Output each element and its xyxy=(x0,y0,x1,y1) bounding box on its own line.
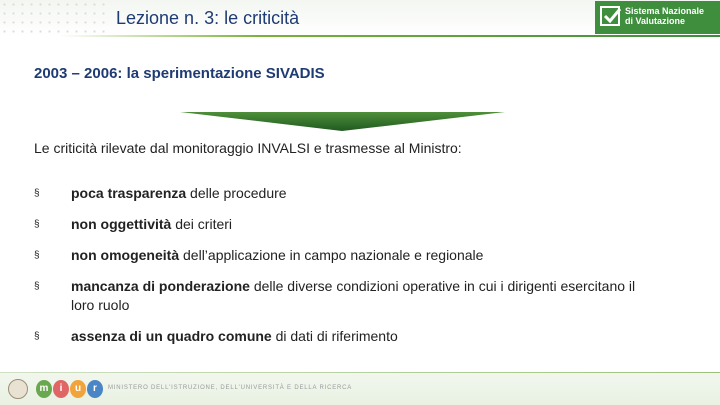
bullet-text xyxy=(71,327,661,346)
snv-logo xyxy=(595,1,720,34)
bullet-rest: di dati di riferimento xyxy=(271,328,398,344)
logo-text xyxy=(625,6,704,26)
checkmark-icon xyxy=(600,6,620,26)
intro-text: Le criticità rilevate dal monitoraggio INVALSI e trasmesse al Ministro: xyxy=(34,140,462,156)
header-divider xyxy=(60,35,720,37)
miur-letter: i xyxy=(53,380,69,398)
bullet-icon: § xyxy=(34,188,40,199)
ministry-name: MINISTERO DELL'ISTRUZIONE, DELL'UNIVERSITÀ E DELLA RICERCA xyxy=(108,385,353,391)
bullet-rest: delle procedure xyxy=(186,185,287,201)
bullet-rest: delle diverse condizioni operative in cui i dirigenti esercitano il loro ruolo xyxy=(71,278,636,313)
miur-letter: u xyxy=(70,380,86,398)
section-subtitle: 2003 – 2006: la sperimentazione SIVADIS xyxy=(34,65,325,82)
bullet-rest: dei criteri xyxy=(171,216,233,232)
bullet-rest: dell’applicazione in campo nazionale e regionale xyxy=(179,247,484,263)
bullet-icon: § xyxy=(34,219,40,230)
bullet-icon: § xyxy=(34,281,40,292)
bullet-text xyxy=(71,246,661,265)
bullet-bold: non oggettività xyxy=(71,216,172,232)
logo-line-2: di Valutazione xyxy=(625,16,686,26)
logo-line-1: Sistema Nazionale xyxy=(625,6,705,16)
italian-emblem-icon xyxy=(8,379,28,399)
header-decoration xyxy=(0,0,110,36)
bullet-bold: non omogeneità xyxy=(71,247,180,263)
bullet-bold: assenza di un quadro comune xyxy=(71,328,272,344)
miur-letter: r xyxy=(87,380,103,398)
bullet-icon: § xyxy=(34,250,40,261)
bullet-text xyxy=(71,215,661,234)
bullet-text xyxy=(71,184,661,203)
arrow-down-banner xyxy=(180,109,505,133)
miur-letter: m xyxy=(36,380,52,398)
bullet-bold: poca trasparenza xyxy=(71,185,187,201)
bullet-text xyxy=(71,277,661,315)
slide-title: Lezione n. 3: le criticità xyxy=(116,8,300,28)
bullet-bold: mancanza di ponderazione xyxy=(71,278,250,294)
bullet-icon: § xyxy=(34,331,40,342)
